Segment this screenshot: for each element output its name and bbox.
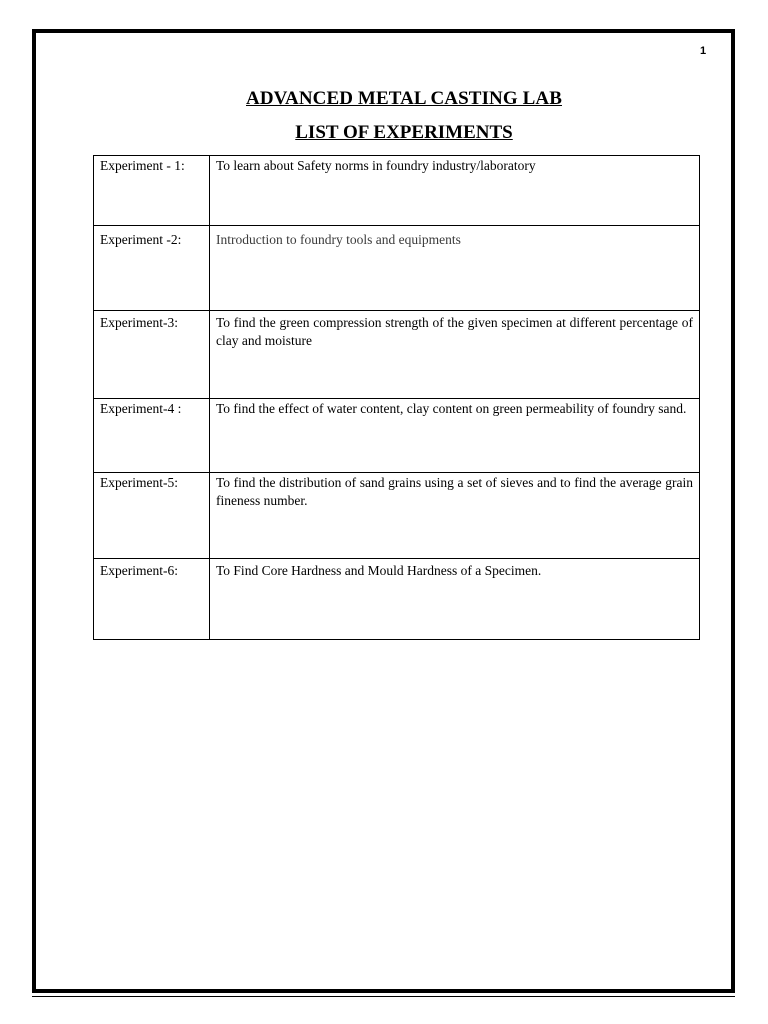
experiment-description: To find the distribution of sand grains using a set of sieves and to find the average grain fineness number. bbox=[210, 473, 700, 559]
experiment-id: Experiment-4 : bbox=[94, 399, 210, 473]
experiment-id: Experiment - 1: bbox=[94, 156, 210, 226]
table-row bbox=[94, 399, 700, 473]
experiment-description: To learn about Safety norms in foundry industry/laboratory bbox=[210, 156, 700, 226]
experiment-description: To find the green compression strength of the given specimen at different percentage of clay and moisture bbox=[210, 311, 700, 399]
experiment-description: To Find Core Hardness and Mould Hardness of a Specimen. bbox=[210, 559, 700, 640]
table-row bbox=[94, 226, 700, 311]
experiment-id: Experiment-6: bbox=[94, 559, 210, 640]
experiment-id: Experiment-3: bbox=[94, 311, 210, 399]
page-border-bottom-line bbox=[32, 996, 735, 997]
experiment-id: Experiment -2: bbox=[94, 226, 210, 311]
page-number: 1 bbox=[700, 45, 707, 57]
experiment-id: Experiment-5: bbox=[94, 473, 210, 559]
table-row bbox=[94, 156, 700, 226]
experiments-table bbox=[93, 155, 700, 640]
table-row bbox=[94, 311, 700, 399]
table-row bbox=[94, 473, 700, 559]
lab-title: ADVANCED METAL CASTING LAB bbox=[246, 88, 562, 109]
table-row bbox=[94, 559, 700, 640]
experiment-description: Introduction to foundry tools and equipments bbox=[210, 226, 700, 311]
experiment-description: To find the effect of water content, clay content on green permeability of foundry sand. bbox=[210, 399, 700, 473]
list-title: LIST OF EXPERIMENTS bbox=[295, 122, 513, 143]
